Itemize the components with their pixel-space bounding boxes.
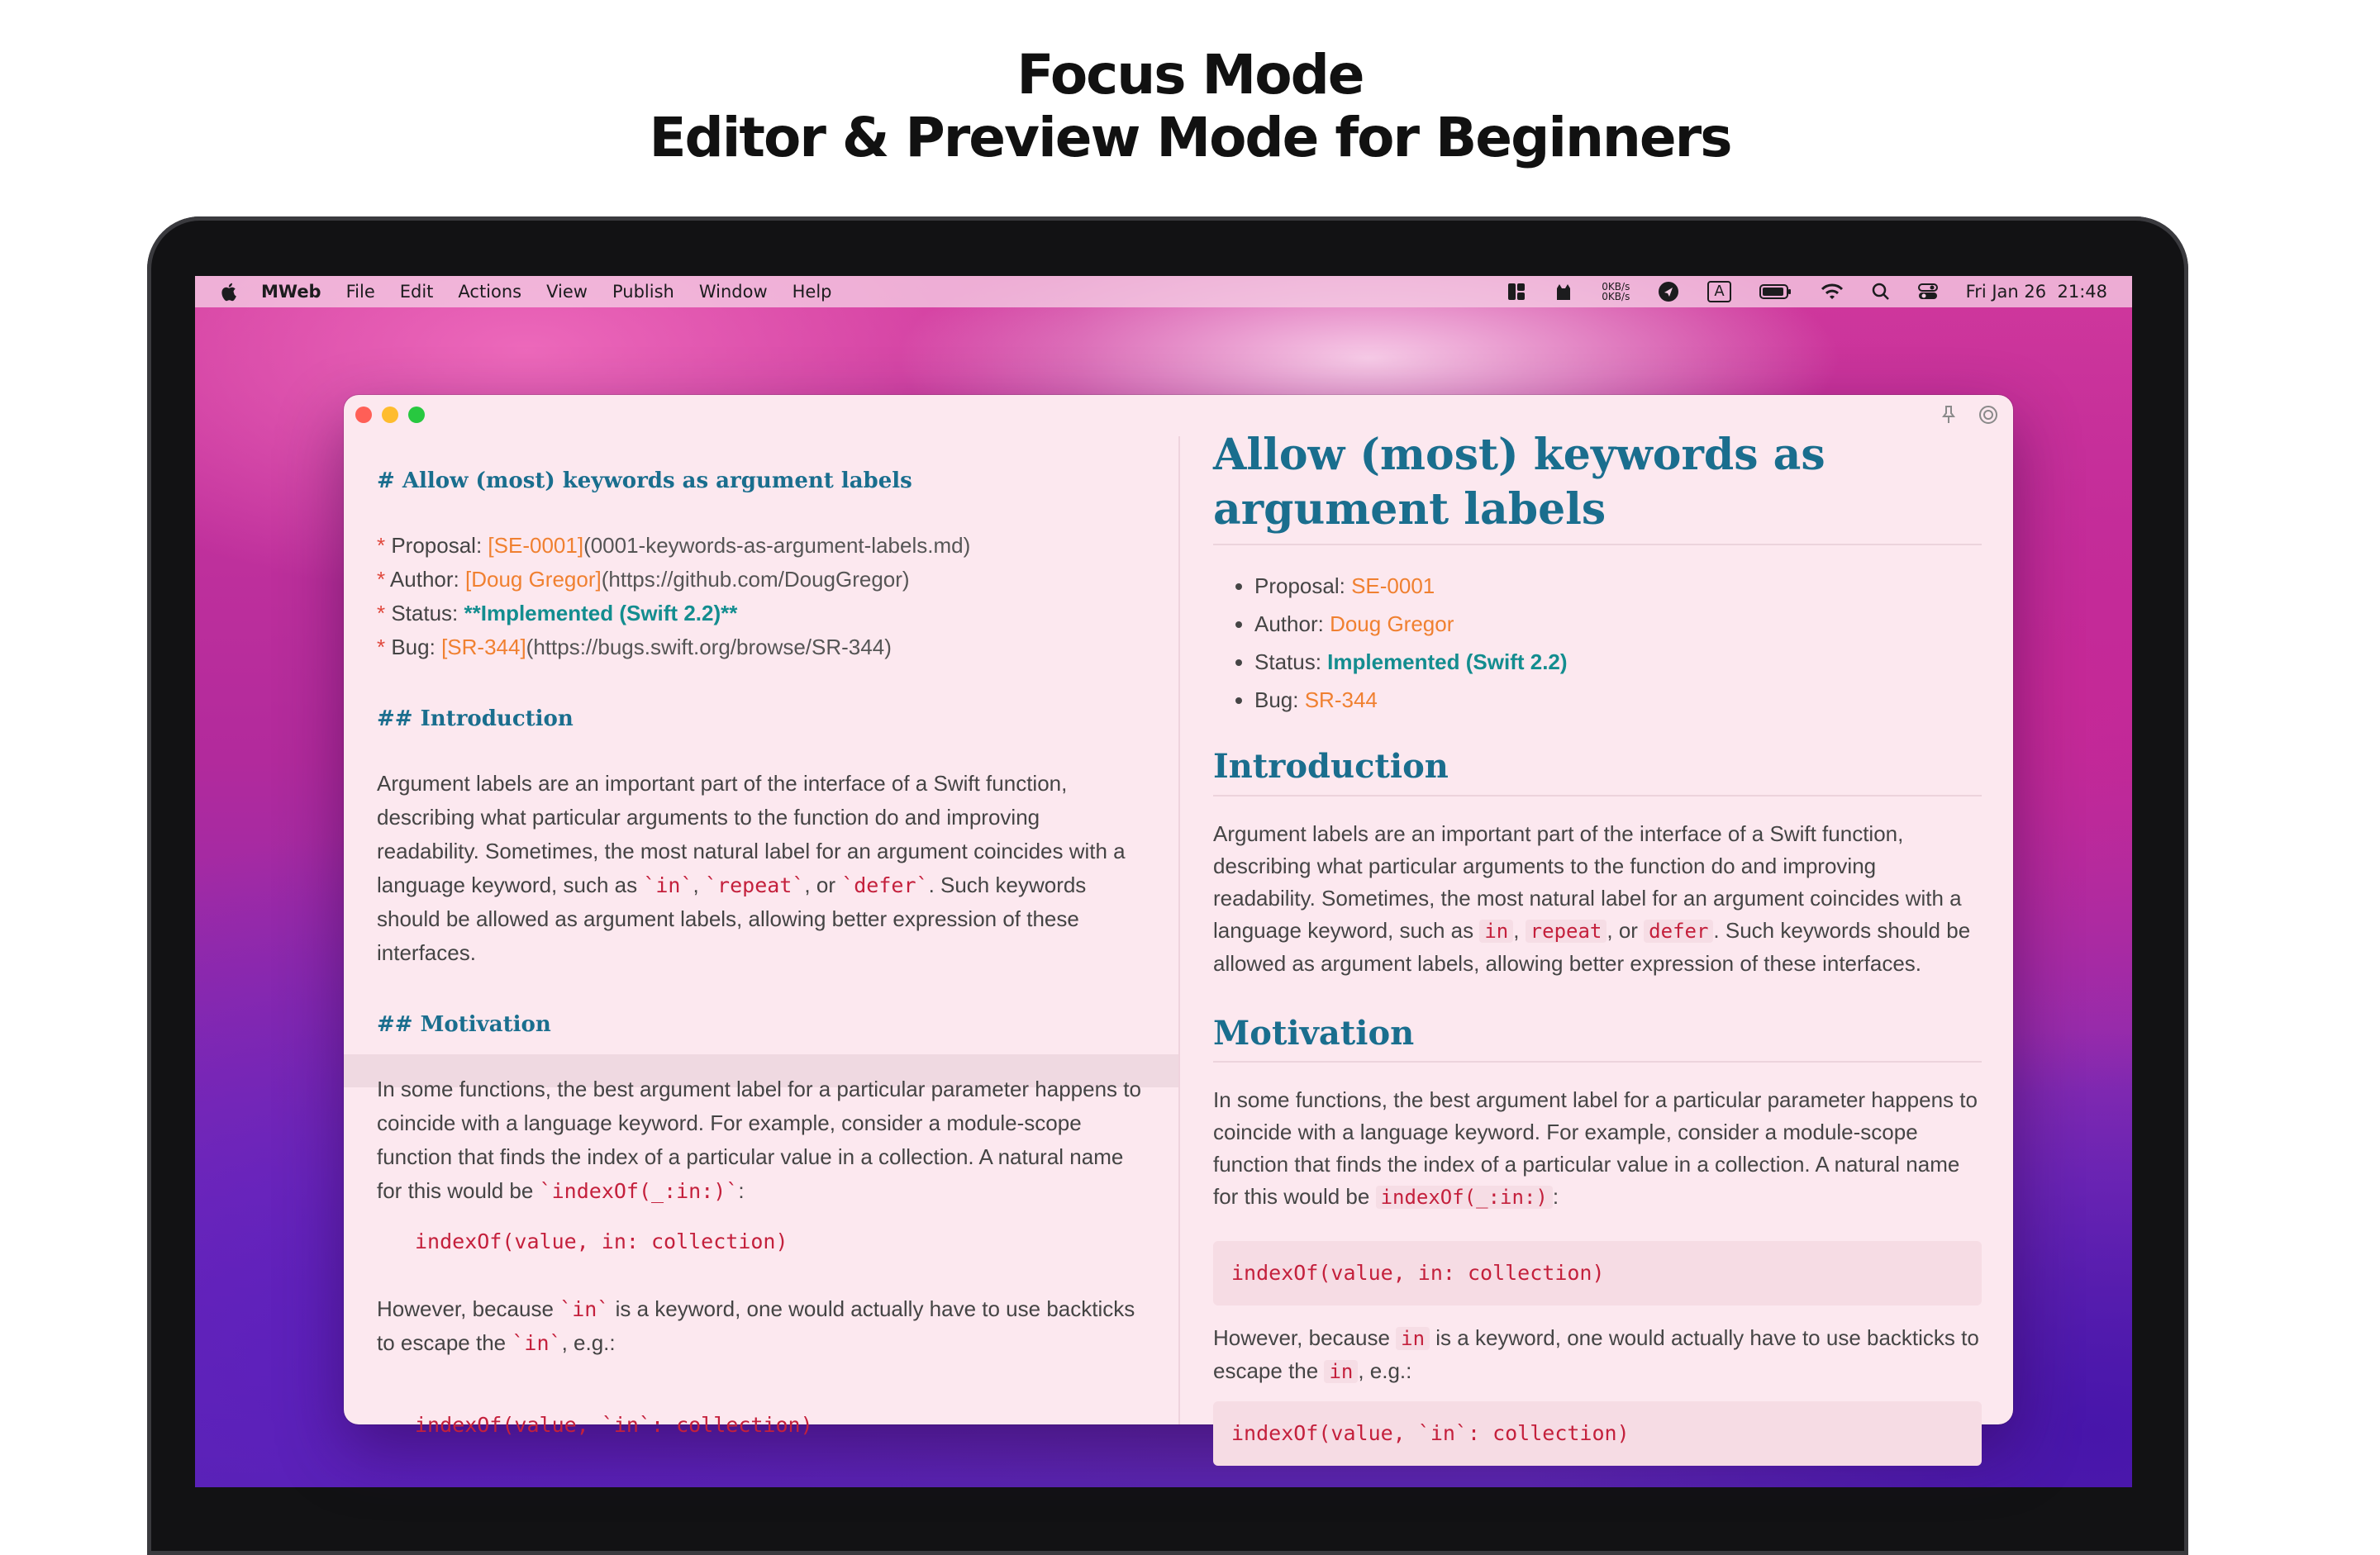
menu-publish[interactable]: Publish <box>612 282 674 302</box>
menu-view[interactable]: View <box>546 282 588 302</box>
preview-code-block: indexOf(value, in: collection) <box>1213 1241 1982 1305</box>
preview-meta-list <box>1213 567 1568 719</box>
menu-datetime[interactable]: Fri Jan 26 21:48 <box>1965 282 2107 302</box>
editor-intro-paragraph: Argument labels are an important part of the interface of a Swift function, describing what particular arguments to the function do and improving readability. Sometimes, the most natural label for an argument coincides with a language keyword, such as `in`, `repeat`, or `defer`. Such keywords should be allowed as argument labels, allowing better expression of these interfaces. <box>377 771 1126 965</box>
editor-meta-author: * Author: [Doug Gregor](https://github.com/DougGregor) <box>377 567 910 592</box>
menu-actions[interactable]: Actions <box>458 282 522 302</box>
preview-h2-motivation: Motivation <box>1213 1014 1415 1053</box>
author-link[interactable]: Doug Gregor <box>1330 611 1454 636</box>
desktop-screen <box>195 276 2132 1487</box>
preview-h2-motivation-rule <box>1213 1061 1982 1063</box>
preview-h2-introduction: Introduction <box>1213 747 1449 786</box>
preview-motivation-paragraph: In some functions, the best argument label for a particular parameter happens to coincide with a language keyword. For example, consider a module-scope function that finds the index of a particular value in a collection. A natural name for this would be indexOf(_:in:) : <box>1213 1087 1978 1209</box>
control-center-icon[interactable] <box>1918 283 1938 301</box>
editor-h2-introduction: ## Introduction <box>377 706 574 731</box>
net-up-rate: 0KB/s <box>1602 281 1630 292</box>
cat-icon[interactable] <box>1554 282 1573 302</box>
editor-code-block: indexOf(value, in: collection) <box>415 1229 788 1253</box>
apple-logo-icon[interactable] <box>220 282 236 302</box>
menu-file[interactable]: File <box>345 282 375 302</box>
bug-link[interactable]: SR-344 <box>1304 687 1378 712</box>
menu-window[interactable]: Window <box>698 282 768 302</box>
editor-meta-status: * Status: **Implemented (Swift 2.2)** <box>377 601 738 625</box>
minimize-button[interactable] <box>382 407 398 423</box>
editor-meta-proposal: * Proposal: [SE-0001](0001-keywords-as-argument-labels.md) <box>377 533 971 558</box>
input-source-icon[interactable] <box>1707 281 1730 302</box>
menu-edit[interactable]: Edit <box>399 282 434 302</box>
editor-h2-motivation: ## Motivation <box>377 1012 551 1037</box>
preview-meta-status: • Status: Implemented (Swift 2.2) <box>1254 643 1568 681</box>
preview-h1: Allow (most) keywords as argument labels <box>1213 430 1825 535</box>
preview-h1-rule <box>1213 544 1982 545</box>
menu-app-name[interactable]: MWeb <box>261 282 321 302</box>
pane-divider[interactable] <box>1178 436 1180 1424</box>
preview-meta-bug: • Bug: SR-344 <box>1254 681 1568 719</box>
editor-motivation-paragraph: In some functions, the best argument label for a particular parameter happens to coincide with a language keyword. For example, consider a module-scope function that finds the index of a particular value in a collection. A natural name for this would be `indexOf(_:in:)`: <box>377 1077 1141 1203</box>
wifi-icon[interactable] <box>1821 283 1844 301</box>
input-source-label: A <box>1707 281 1730 302</box>
window-controls <box>355 407 425 423</box>
preview-h2-intro-rule <box>1213 795 1982 797</box>
preview-meta-proposal: • Proposal: SE-0001 <box>1254 567 1568 605</box>
window-toolbar <box>1940 405 1998 430</box>
editor-h1: # Allow (most) keywords as argument labels <box>377 468 912 493</box>
editor-however-paragraph: However, because `in` is a keyword, one would actually have to use backticks to escape the `in`, e.g.: <box>377 1296 1135 1355</box>
close-button[interactable] <box>355 407 372 423</box>
network-speed[interactable] <box>1602 282 1630 302</box>
preview-cut-code-block: indexOf(value, `in`: collection) <box>1213 1401 1982 1466</box>
menu-help[interactable]: Help <box>792 282 832 302</box>
battery-icon[interactable] <box>1759 283 1792 300</box>
send-arrow-icon[interactable] <box>1658 281 1679 302</box>
menu-bar <box>195 276 2132 307</box>
zoom-button[interactable] <box>408 407 425 423</box>
pin-icon[interactable] <box>1940 405 1957 430</box>
focus-target-icon[interactable] <box>1978 405 1998 430</box>
proposal-link[interactable]: SE-0001 <box>1351 573 1435 598</box>
editor-cut-code-line: indexOf(value, `in`: collection) <box>415 1413 813 1437</box>
preview-intro-paragraph: Argument labels are an important part of the interface of a Swift function, describing what particular arguments to the function do and improving readability. Sometimes, the most natural label for an argument coincides with a language keyword, such as in , repeat , or defer . Such keywords should be allowed as argument labels, allowing better expression of these interfaces. <box>1213 821 1971 976</box>
search-icon[interactable] <box>1872 283 1890 301</box>
preview-however-paragraph: However, because in is a keyword, one would actually have to use backticks to escape the in , e.g.: <box>1213 1325 1979 1383</box>
mweb-window <box>344 395 2013 1445</box>
preview-meta-author: • Author: Doug Gregor <box>1254 605 1568 643</box>
net-down-rate: 0KB/s <box>1602 291 1630 302</box>
headline-title: Focus Mode <box>1016 43 1364 107</box>
editor-meta-bug: * Bug: [SR-344](https://bugs.swift.org/browse/SR-344) <box>377 635 892 659</box>
headline-subtitle: Editor & Preview Mode for Beginners <box>649 106 1731 169</box>
grid-layout-icon[interactable] <box>1507 283 1526 301</box>
